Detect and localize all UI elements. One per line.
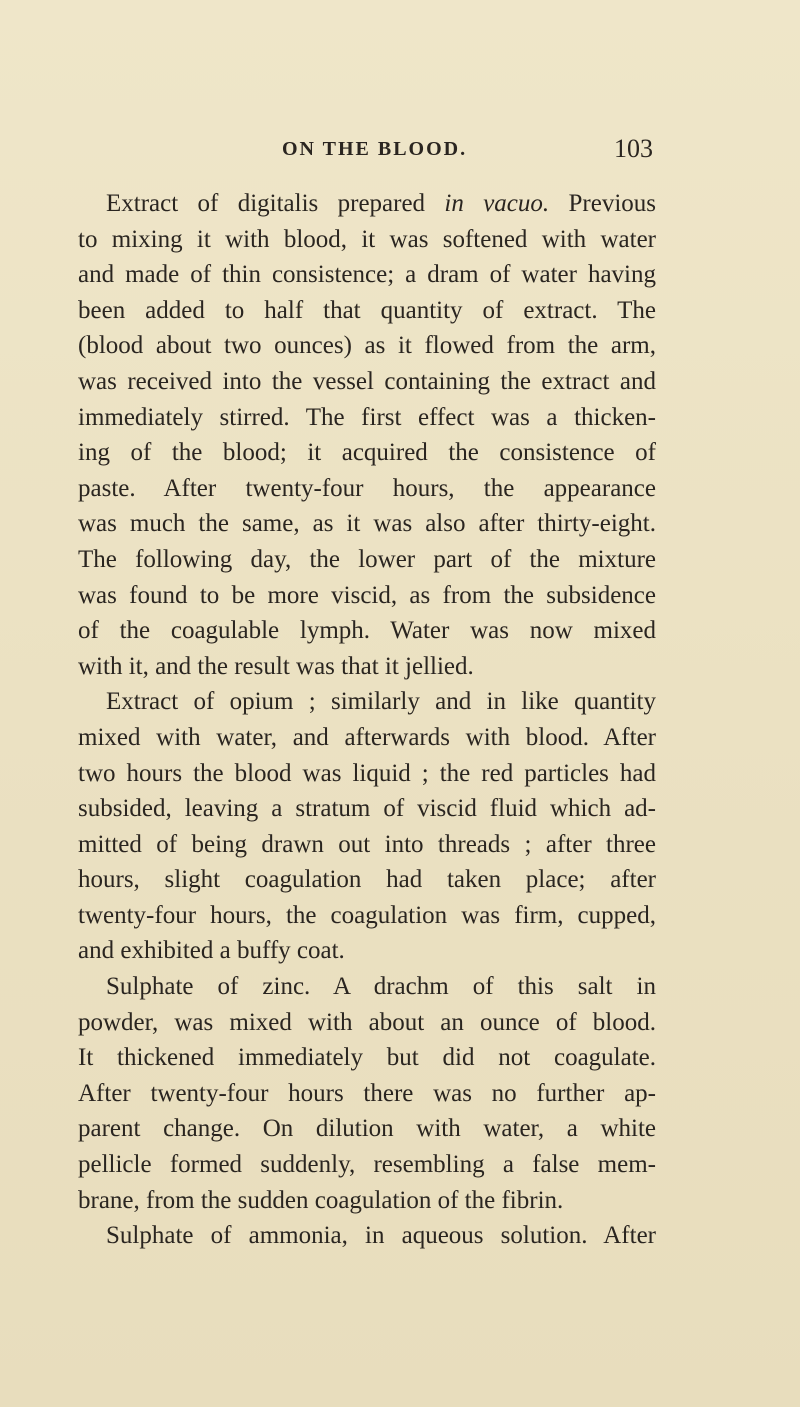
text-line: twenty-four hours, the coagulation was firm, cupped,: [78, 901, 656, 929]
text-line: powder, was mixed with about an ounce of blood.: [78, 1008, 656, 1036]
text-line: It thickened immediately but did not coagulate.: [78, 1044, 656, 1072]
text-line: to mixing it with blood, it was softened with water: [78, 225, 656, 253]
page-number: 103: [614, 134, 653, 163]
text-line: was found to be more viscid, as from the subsidence: [78, 581, 656, 609]
text-line: ing of the blood; it acquired the consistence of: [78, 439, 656, 467]
body-text: [78, 186, 656, 1254]
text-line: and made of thin consistence; a dram of water having: [78, 261, 656, 289]
text-line: After twenty-four hours there was no further ap-: [78, 1079, 656, 1107]
running-title: ON THE BLOOD.: [282, 138, 468, 160]
line-text-italic: in vacuo.: [444, 190, 550, 217]
running-head: [0, 134, 800, 178]
text-line: of the coagulable lymph. Water was now mixed: [78, 617, 656, 645]
text-line: was much the same, as it was also after thirty-eight.: [78, 510, 656, 538]
text-line: subsided, leaving a stratum of viscid fluid which ad-: [78, 795, 656, 823]
text-line: was received into the vessel containing the extract and: [78, 367, 656, 395]
text-line: Sulphate of ammonia, in aqueous solution. After: [106, 1222, 656, 1250]
text-line: immediately stirred. The first effect was a thicken-: [78, 403, 656, 431]
line-text-pre: Extract of digitalis prepared: [106, 190, 445, 217]
text-line: The following day, the lower part of the mixture: [78, 545, 656, 573]
text-line: and exhibited a buffy coat.: [78, 937, 345, 965]
text-line: with it, and the result was that it jellied.: [78, 652, 474, 680]
text-line: Sulphate of zinc. A drachm of this salt in: [106, 973, 656, 1001]
text-line: been added to half that quantity of extract. The: [78, 296, 656, 324]
text-line: Extract of opium ; similarly and in like quantity: [106, 688, 656, 716]
text-line: paste. After twenty-four hours, the appearance: [78, 474, 656, 502]
text-line: two hours the blood was liquid ; the red particles had: [78, 759, 656, 787]
text-line: brane, from the sudden coagulation of the fibrin.: [78, 1186, 564, 1214]
text-line: pellicle formed suddenly, resembling a false mem-: [78, 1151, 656, 1179]
line-text-post: Previous: [549, 190, 657, 217]
text-line: mitted of being drawn out into threads ; after three: [78, 830, 656, 858]
text-line: hours, slight coagulation had taken place; after: [78, 866, 656, 894]
text-line: parent change. On dilution with water, a white: [78, 1115, 656, 1143]
text-line: mixed with water, and afterwards with blood. After: [78, 723, 656, 751]
text-line: [78, 186, 656, 222]
text-line: (blood about two ounces) as it flowed from the arm,: [78, 332, 656, 360]
